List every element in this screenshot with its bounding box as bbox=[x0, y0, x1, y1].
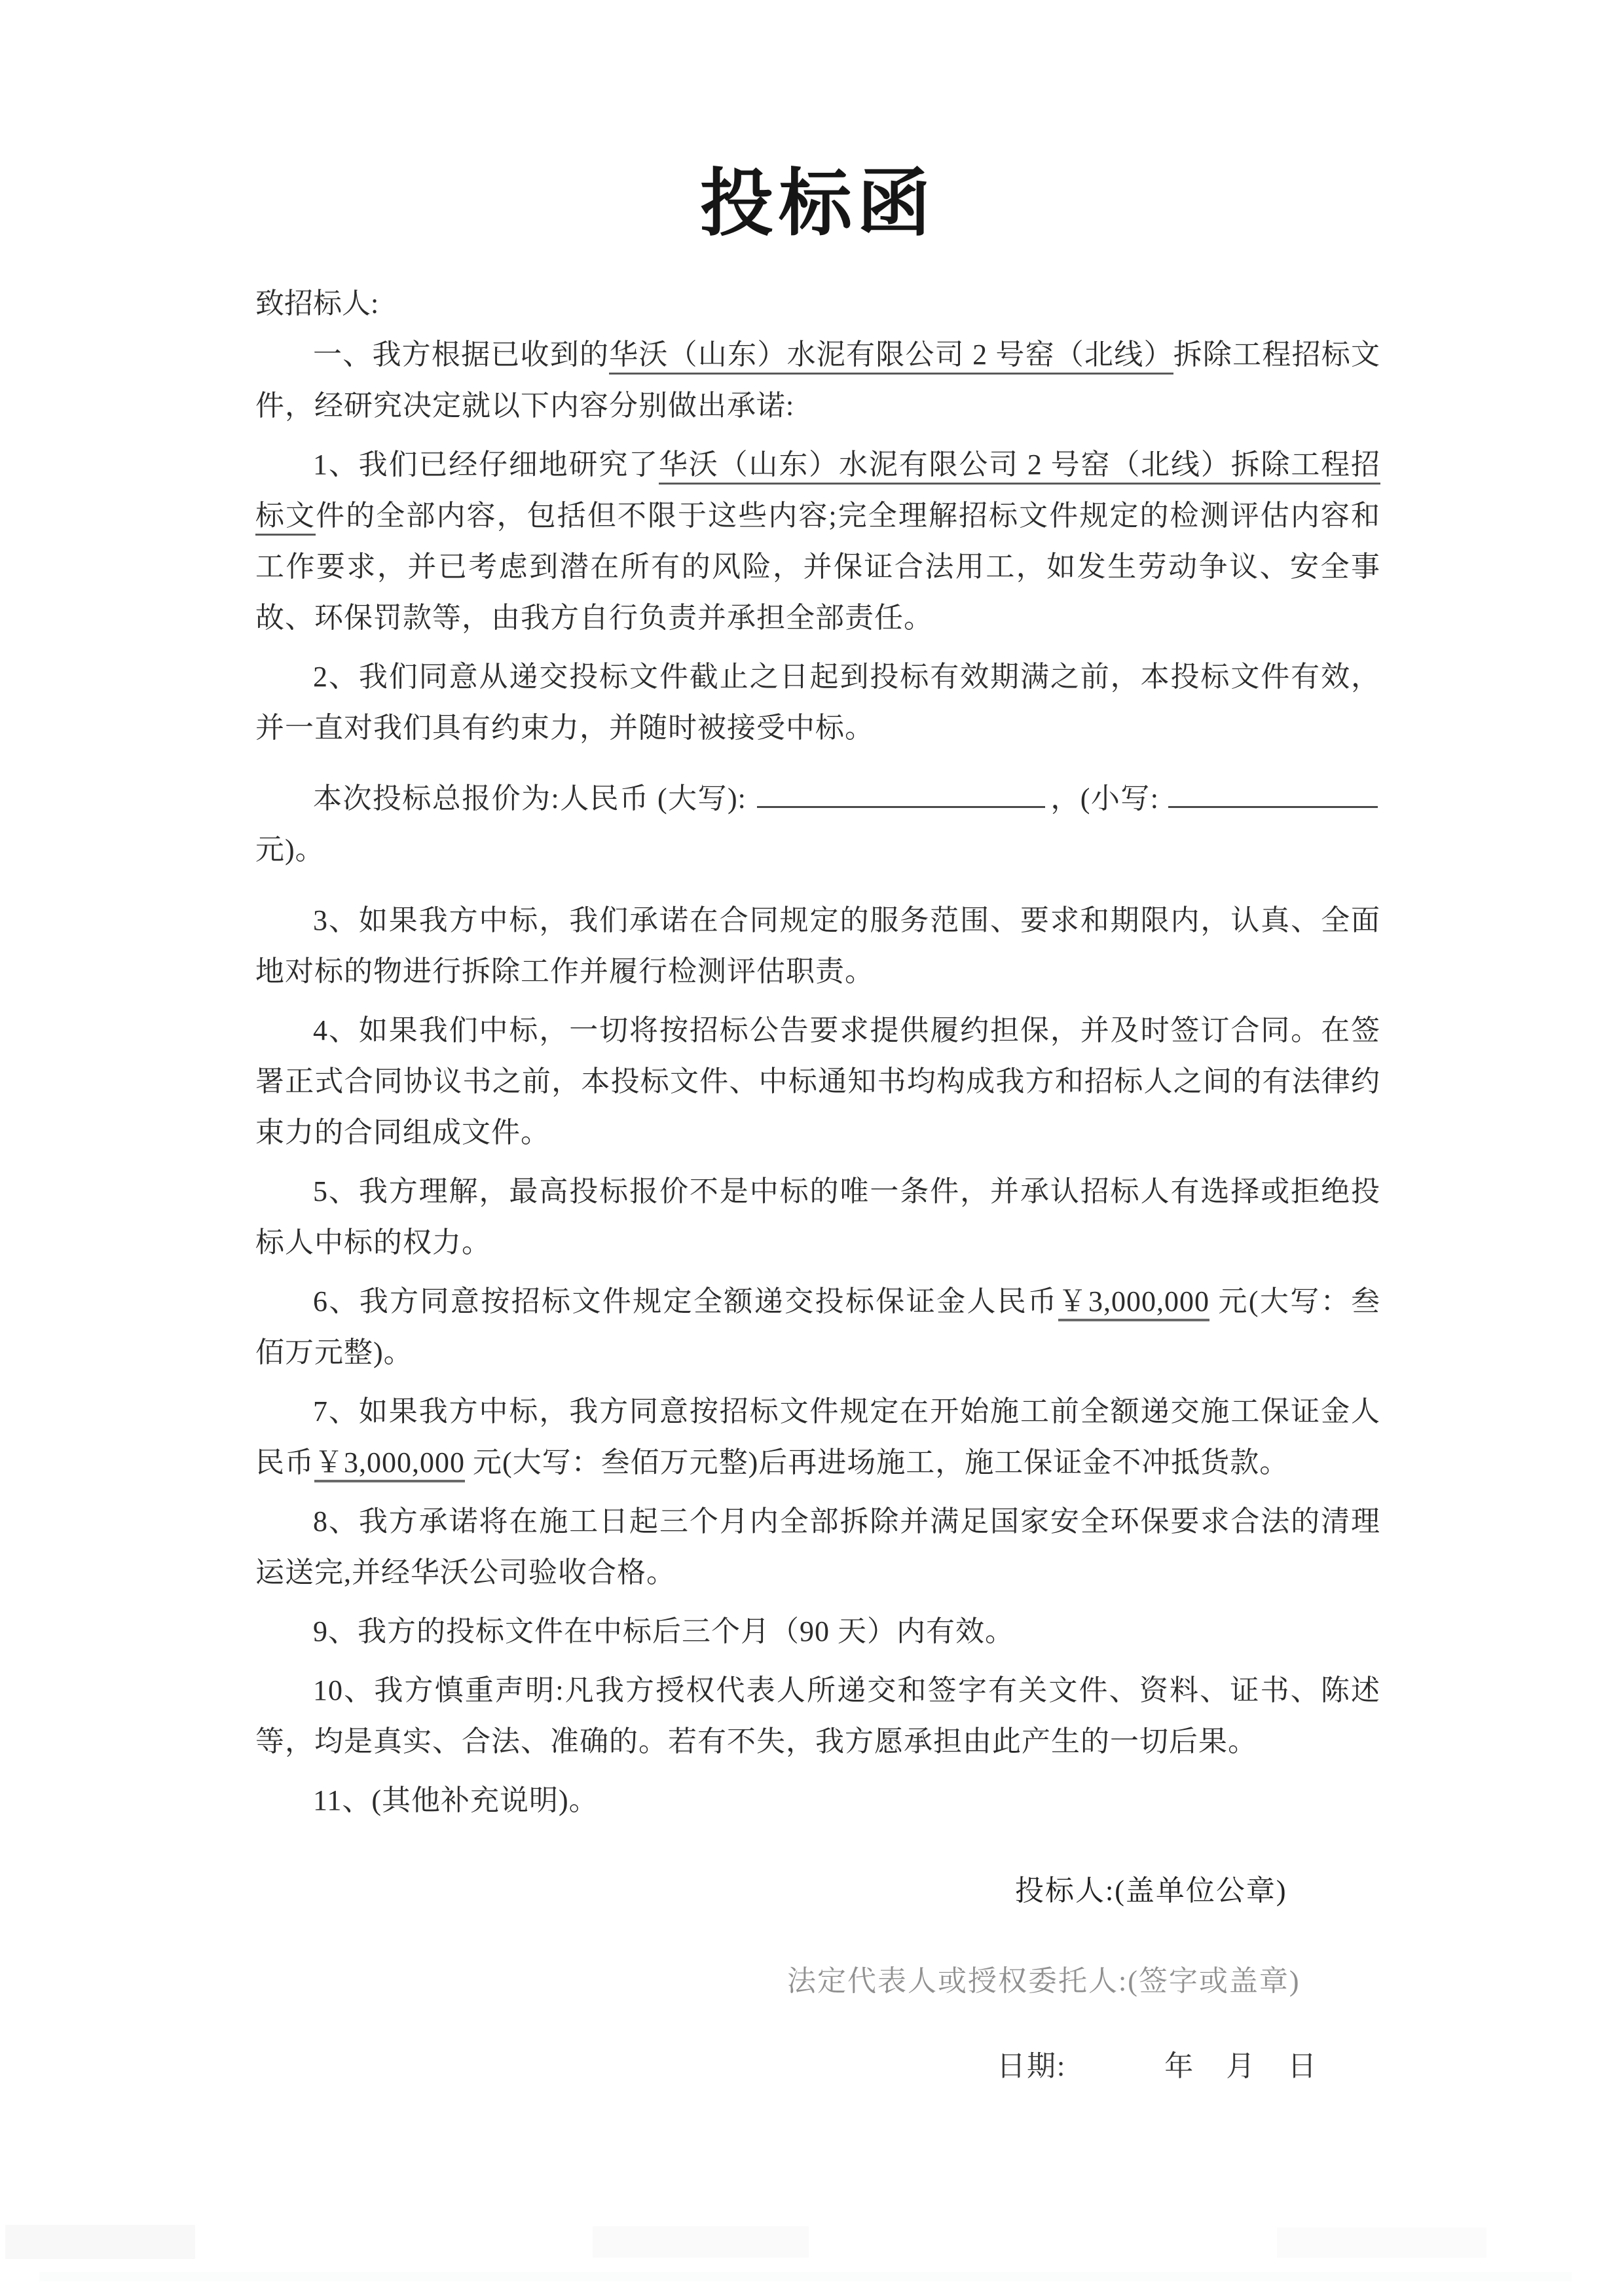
item6-tail: 元(大写：叁佰万元整)。 bbox=[255, 1285, 1381, 1369]
legal-representative-line: 法定代表人或授权委托人:(签字或盖章) bbox=[787, 1965, 1301, 1998]
paragraph-intro bbox=[255, 329, 1380, 431]
date-month-label: 月 bbox=[1226, 2050, 1257, 2083]
paragraph-total-price bbox=[255, 773, 1380, 875]
paragraph-item-4: 4、如果我们中标，一切将按招标公告要求提供履约担保，并及时签订合同。在签署正式合同协议书之前，本投标文件、中标通知书均构成我方和招标人之间的有法律约束力的合同组成文件。 bbox=[255, 1014, 1380, 1149]
paragraph-item-8: 8、我方承诺将在施工日起三个月内全部拆除并满足国家安全环保要求合法的清理运送完,并经华沃公司验收合格。 bbox=[255, 1505, 1380, 1589]
construction-bond-amount-underlined: ￥3,000,000 bbox=[314, 1446, 465, 1482]
paragraph-item-5: 5、我方理解，最高投标报价不是中标的唯一条件，并承认招标人有选择或拒绝投标人中标的权力。 bbox=[255, 1175, 1380, 1259]
paragraph-item-1 bbox=[255, 439, 1380, 644]
item1-lead: 1、我们已经仔细地研究了 bbox=[313, 449, 659, 481]
document-title: 投标函 bbox=[700, 164, 936, 245]
date-label: 日期: bbox=[997, 2050, 1067, 2083]
item6-lead: 6、我方同意按招标文件规定全额递交投标保证金人民币 bbox=[313, 1285, 1058, 1318]
amount-in-figures-blank bbox=[1168, 776, 1378, 808]
price-middle: ，(小写: bbox=[1050, 782, 1159, 815]
date-day-label: 日 bbox=[1287, 2050, 1318, 2083]
intro-tail: 拆除工程招标文件，经研究决定就以下内容分别做出承诺: bbox=[255, 339, 1381, 422]
paragraph-item-2: 2、我们同意从递交投标文件截止之日起到投标有效期满之前，本投标文件有效，并一直对我们具有约束力，并随时被接受中标。 bbox=[255, 661, 1380, 744]
item7-lead: 7、如果我方中标，我方同意按招标文件规定在开始施工前全额递交施工保证金人民币 bbox=[255, 1395, 1380, 1479]
date-line bbox=[997, 2042, 1380, 2084]
project-name-underlined: 华沃（山东）水泥有限公司 2 号窑（北线） bbox=[609, 339, 1173, 375]
item1-tail: 件的全部内容，包括但不限于这些内容;完全理解招标文件规定的检测评估内容和工作要求，并已考虑到潜在所有的风险，并保证合法用工，如发生劳动争议、安全事故、环保罚款等，由我方自行负责并承担全部责任。 bbox=[255, 500, 1380, 634]
date-year-label: 年 bbox=[1164, 2050, 1195, 2083]
paragraph-item-7 bbox=[255, 1386, 1380, 1488]
signature-block bbox=[255, 1867, 1380, 2084]
price-suffix: 元)。 bbox=[255, 834, 325, 866]
salutation: 致招标人: bbox=[255, 287, 379, 320]
paragraph-item-11: 11、(其他补充说明)。 bbox=[313, 1784, 599, 1817]
paragraph-item-10: 10、我方慎重声明:凡我方授权代表人所递交和签字有关文件、资料、证书、陈述等，均是真实、合法、准确的。若有不失，我方愿承担由此产生的一切后果。 bbox=[255, 1674, 1380, 1758]
paragraph-item-9: 9、我方的投标文件在中标后三个月（90 天）内有效。 bbox=[313, 1615, 1014, 1648]
item7-tail: 元(大写：叁佰万元整)后再进场施工，施工保证金不冲抵货款。 bbox=[465, 1446, 1289, 1479]
bidder-seal-line: 投标人:(盖单位公章) bbox=[1015, 1875, 1287, 1907]
amount-in-words-blank bbox=[757, 776, 1045, 808]
paragraph-item-6 bbox=[255, 1276, 1380, 1378]
paragraph-item-3: 3、如果我方中标，我们承诺在合同规定的服务范围、要求和期限内，认真、全面地对标的物进行拆除工作并履行检测评估职责。 bbox=[255, 904, 1380, 988]
project-name-underlined: 华沃（山东）水泥有限公司 2 号窑（北线）拆除工程招标文 bbox=[255, 449, 1380, 536]
price-prefix: 本次投标总报价为:人民币 (大写): bbox=[313, 782, 747, 815]
intro-lead: 一、我方根据已收到的 bbox=[313, 339, 610, 371]
bid-bond-amount-underlined: ￥3,000,000 bbox=[1058, 1285, 1209, 1321]
